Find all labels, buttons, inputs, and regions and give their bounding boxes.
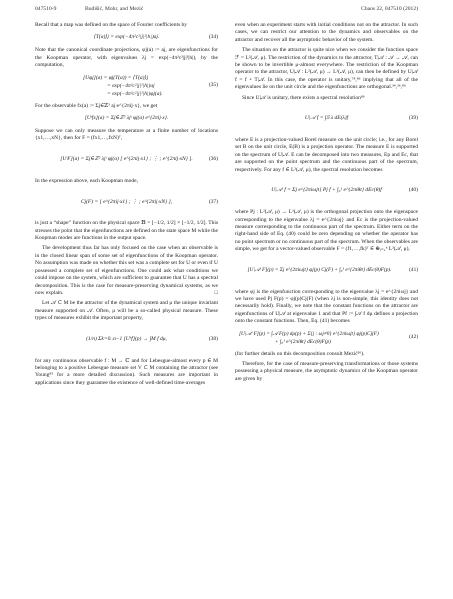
header-journal: Chaos 22, 047510 (2012) bbox=[361, 6, 418, 12]
paragraph: where φj is the eigenfunction corresponding to the eigenvalue λj = e^{2πiωj} and we have used Pj F(p) = φj(p)Cj(F) (when λj is non-simple, this identity does not necessarily hold). Finally, we note that the constant functions on the attractor are eigenfunctions of U|𝒜 at eigenvalue 1 and that Pf := ∫𝒜 f dμ defines a projection onto the constant functions. Then, Eq. (41) becomes bbox=[235, 288, 418, 325]
paragraph: Let 𝒜 ⊂ M be the attractor of the dynamical system and μ the unique invariant measure supported on 𝒜. Often, μ will be a so-called physical measure. These types of measures exhibit the important property, bbox=[35, 300, 218, 322]
equation-34 bbox=[35, 33, 218, 42]
equation-number: (39) bbox=[408, 115, 418, 122]
header-authors: Budišić, Mohr, and Mezić bbox=[85, 6, 144, 12]
paragraph: where E is a projection-valued Borel measure on the unit circle; i.e., for any Borel set B on the unit circle, E(B) is a projection operator. The measure E is supported on the spectrum of U|𝒜. E can be decomposed into two measures, Ep and Ec, that are supported on the point spectrum and the continuous part of the spectrum, respectively. For any f ∈ L²(𝒜, μ), the spectral resolution becomes bbox=[235, 137, 418, 173]
paragraph: Note that the canonical coordinate projections, φj(a) := aj, are eigenfunctions for the Koopman operator, with eigenvalues λj = exp(−4π²c²|j|²|h|), by the computation, bbox=[35, 47, 218, 69]
equation-41 bbox=[235, 258, 418, 284]
equation-39 bbox=[235, 106, 418, 132]
equation-body: U|𝒜 f = ∫𝕊 λ dE(λ)f bbox=[304, 115, 349, 122]
qed-icon: □ bbox=[214, 289, 218, 296]
paragraph-text: The development thus far has only focused on the case when an observable is in the closed linear span of some set of eigenfunctions of the Koopman operator. No assumption was made on whether this set was a complete set for U or even if U possessed a complete set of eigenfunctions. One could ask what conditions we could impose on the system, which are sufficient to guarantee that U has a spectral decomposition. This is the case for measure-preserving dynamical systems, as we now explain. bbox=[35, 245, 218, 296]
equation-number: (38) bbox=[208, 335, 218, 342]
equation-body: [Uᵗfx](a) = Σj∈ℤ² λjᵗ φj(a) e^{2πij·x}. bbox=[84, 114, 169, 121]
equation-line: [U|𝒜ᵗ F](p) = ∫𝒜 F(p) dμ(p) + Σ{j : ωj≠0} e^{2πiωjt} φj(p)Cj(F) bbox=[239, 330, 379, 337]
paragraph bbox=[35, 245, 218, 297]
paragraph: Since U|𝒜 is unitary, there exists a spectral resolution⁸⁶ bbox=[242, 94, 365, 101]
equation-number: (35) bbox=[208, 81, 218, 88]
equation-body: [UᵗF](a) = Σj∈ℤ² λjᵗ φj(a) [ e^{2πij·x1} ; ⋮ ; e^{2πij·xN} ]. bbox=[60, 156, 193, 163]
equation-line: = exp(−4π²c²|j|²|h|)aj bbox=[107, 82, 155, 89]
paragraph: is just a “shape” function on the physical space 𝔹 = [−1/2, 1/2] × [−1/2, 1/2]. This stresses the point that the eigenfunctions are defined on the state space M while the Koopman modes are functions in the output space. bbox=[35, 220, 218, 242]
paragraph: Suppose we can only measure the temperature at a finite number of locations {x1,…,xN}, then for F = (fx1,…,fxN)ᵀ, bbox=[35, 128, 218, 142]
equation-40 bbox=[235, 178, 418, 204]
equation-body: (1/n) Σk=0..n−1 [Uᵏf](p) → ∫M f dμ, bbox=[86, 335, 167, 342]
left-column bbox=[35, 22, 218, 390]
paragraph: (for further details on this decomposition consult Mezić³⁶). bbox=[235, 350, 365, 357]
paragraph: Recall that a map was defined on the space of Fourier coefficients by bbox=[35, 22, 188, 28]
equation-36 bbox=[35, 147, 218, 173]
equation-line: = exp(−4π²c²|j|²|h|)φj(a). bbox=[107, 90, 163, 97]
page-id: 047510-9 bbox=[35, 6, 57, 12]
equation-42 bbox=[235, 330, 418, 346]
paragraph: For the observable fx(a) := Σj∈ℤ² aj e^{2πij·x}, we get bbox=[35, 102, 158, 109]
equation-line: + ∫₀¹ e^{2πiθt} dEc(θ)F(p) bbox=[275, 338, 331, 345]
equation-35 bbox=[35, 74, 218, 98]
running-header bbox=[35, 6, 418, 16]
equation-body: ⟨T(a)⟩j = exp(−4π²c²|j|²|h|)aj. bbox=[93, 34, 160, 41]
right-column bbox=[235, 22, 418, 386]
equation-38 bbox=[35, 327, 218, 353]
paragraph: for any continuous observable f : M → ℂ and for Lebesgue-almost every p ∈ M belonging to a positive Lebesgue measure set V ⊂ M containing the attractor (see Young⁸⁵ for a more detailed discussion). Such measures are important in applications since they guarantee the existence of well-defined time-averages bbox=[35, 357, 218, 386]
equation-line: [Uφj](a) = φj(T(a)) = ⟨T(a)⟩j bbox=[83, 74, 149, 81]
equation-body: Cj(F) = [ e^{2πij·x1} ; ⋮ ; e^{2πij·xN} ], bbox=[80, 198, 173, 205]
paragraph: The situation on the attractor is quite nice when we consider the function space ℱ = L²(𝒜, μ). The restriction of the dynamics to the attractor, T|𝒜 : 𝒜 → 𝒜, can be shown to be invertible μ-almost everywhere. The restriction of the Koopman operator to the attractor, U|𝒜 : L²(𝒜, μ) → L²(𝒜, μ), can then be defined by U|𝒜 f = f ∘ T|𝒜. In this case, the operator is unitary,⁷⁸,⁸⁶ implying that all of the eigenvalues lie on the unit circle and the eigenfunctions are orthogonal.³⁴,³⁶,⁸⁶ bbox=[235, 47, 418, 91]
paragraph: even when an experiment starts with initial conditions not on the attractor. In such cases, we can restrict our attention to the dynamics and observables on the attractor and recover all the asymptotic behavior of the system. bbox=[235, 22, 418, 43]
paragraph: Therefore, for the case of measure-preserving transformations or those systems possessing a physical measure, the asymptotic dynamics of the Koopman operator are given by bbox=[235, 360, 418, 382]
equation-number: (34) bbox=[208, 34, 218, 41]
paragraph: In the expression above, each Koopman mode, bbox=[35, 177, 138, 184]
equation-number: (41) bbox=[409, 266, 418, 273]
equation-number: (40) bbox=[408, 187, 418, 194]
equation-number: (42) bbox=[409, 333, 418, 340]
equation-37 bbox=[35, 189, 218, 215]
equation-body: U|𝒜ᵗ f = Σj e^{2πiωjt} Pj f + ∫₀¹ e^{2πiθt} dEc(θ)f bbox=[271, 187, 382, 194]
equation-number: (37) bbox=[208, 198, 218, 205]
paragraph: where Pj : L²(𝒜, μ) → L²(𝒜, μ) is the orthogonal projection onto the eigenspace corresponding to the eigenvalue λj = e^{2πiωj} and Ec is the projection-valued measure corresponding to the continuous part of the spectrum. Either term on the right-hand side of Eq. (40) could be zero depending on whether the operator has no point spectrum or no continuous part of the spectrum. When the observables are simple, we get for a vector-valued observable F = (f1,…,fk)ᵀ ∈ ⊕ᵢ₌₁ᵏ L²(𝒜, μ), bbox=[235, 209, 418, 253]
equation-body: [U|𝒜ᵗ F](p) = Σj e^{2πiωjt} φj(p) Cj(F) + ∫₀¹ e^{2πiθt} dEc(θ)F(p). bbox=[247, 266, 392, 273]
equation-fx bbox=[35, 114, 218, 123]
equation-number: (36) bbox=[208, 156, 218, 163]
